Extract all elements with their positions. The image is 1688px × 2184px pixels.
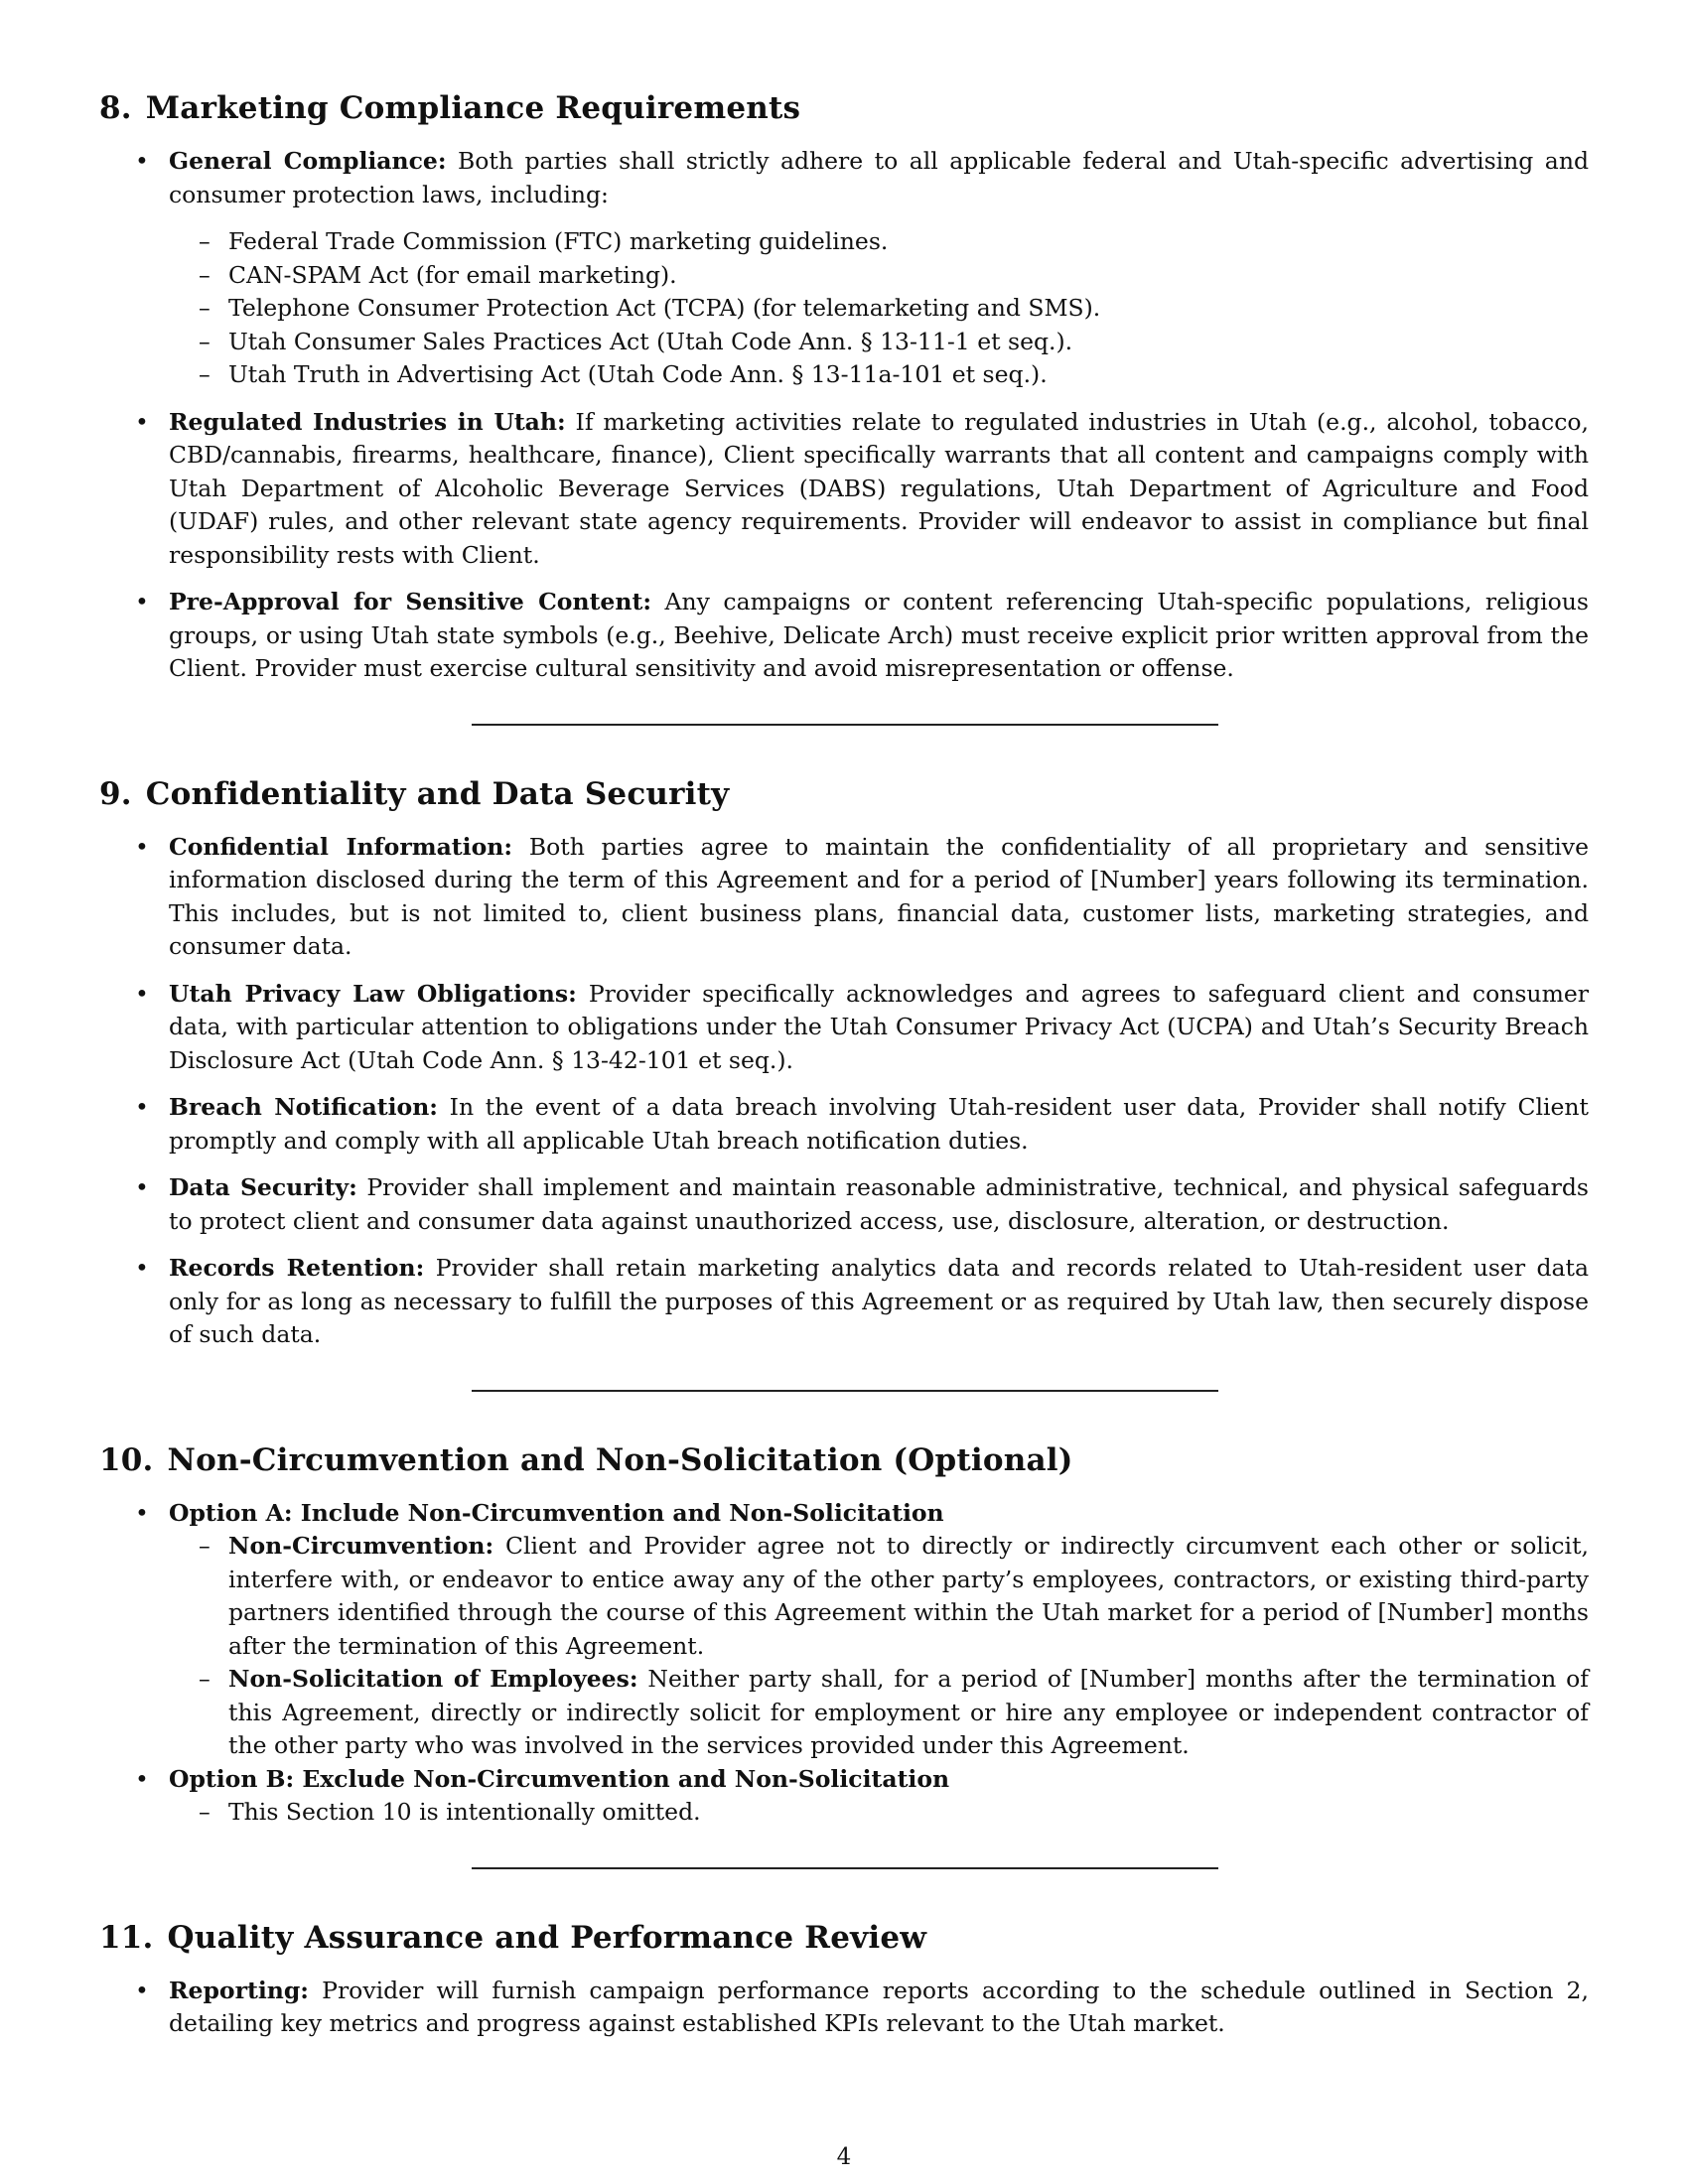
option-label: Option A: Include Non-Circumvention and Non-Solicitation bbox=[169, 1498, 944, 1527]
bullet-text: Provider shall retain marketing analytics data and records related to Utah-resident user data only for as long as necessary to fulfill the purposes of this Agreement or as required by Utah law, then securely dispose of such data. bbox=[169, 1254, 1589, 1348]
bullet-label: Reporting: bbox=[169, 1976, 309, 2004]
section-10-heading: 10. Non-Circumvention and Non-Solicitation (Optional) bbox=[99, 1441, 1073, 1478]
page-number: 4 bbox=[836, 2144, 852, 2170]
bullet-records-retention bbox=[99, 1252, 1589, 1352]
section-11 bbox=[99, 1919, 1589, 2041]
bullet-breach-notification bbox=[99, 1091, 1589, 1158]
bullet-general-compliance bbox=[99, 145, 1589, 392]
bullet-option-b bbox=[99, 1763, 1589, 1830]
law-item: – Utah Truth in Advertising Act (Utah Code Ann. § 13-11a-101 et seq.). bbox=[169, 358, 1589, 392]
law-item: – Utah Consumer Sales Practices Act (Utah Code Ann. § 13-11-1 et seq.). bbox=[169, 326, 1589, 359]
law-item: – CAN-SPAM Act (for email marketing). bbox=[169, 259, 1589, 293]
sub-item-text: Neither party shall, for a period of [Number] months after the termination of this Agreement, directly or indirectly solicit for employment or hire any employee or independent contractor of the other party who was involved in the services provided under this Agreement. bbox=[228, 1665, 1589, 1759]
sub-item-non-solicitation bbox=[169, 1663, 1589, 1763]
bullet-text: Provider shall implement and maintain reasonable administrative, technical, and physical safeguards to protect client and consumer data against unauthorized access, use, disclosure, alteration, or destruction. bbox=[169, 1173, 1589, 1235]
sub-item-omitted: – This Section 10 is intentionally omitted. bbox=[169, 1796, 1589, 1830]
bullet-option-a bbox=[99, 1497, 1589, 1763]
sub-item-non-circumvention bbox=[169, 1530, 1589, 1663]
bullet-text: Both parties shall strictly adhere to all applicable federal and Utah-specific advertising and consumer protection laws, including: bbox=[169, 147, 1589, 208]
bullet-label: Pre-Approval for Sensitive Content: bbox=[169, 588, 651, 615]
bullet-label: Utah Privacy Law Obligations: bbox=[169, 979, 577, 1008]
bullet-text: In the event of a data breach involving Utah-resident user data, Provider shall notify Client promptly and comply with all applicable Utah breach notification duties. bbox=[169, 1093, 1589, 1155]
bullet-text: Both parties agree to maintain the confidentiality of all proprietary and sensitive information disclosed during the term of this Agreement and for a period of [Number] years following its termination. This includes, but is not limited to, client business plans, financial data, customer lists, marketing strategies, and consumer data. bbox=[169, 832, 1589, 960]
bullet-pre-approval bbox=[99, 586, 1589, 686]
bullet-data-security bbox=[99, 1171, 1589, 1238]
horizontal-rule bbox=[472, 1867, 1218, 1869]
bullet-text: Provider specifically acknowledges and agrees to safeguard client and consumer data, with particular attention to obligations under the Utah Consumer Privacy Act (UCPA) and Utah’s Security Breach Disclosure Act (Utah Code Ann. § 13-42-101 et seq.). bbox=[169, 979, 1589, 1074]
horizontal-rule bbox=[472, 1390, 1218, 1392]
bullet-regulated-industries bbox=[99, 406, 1589, 573]
section-8-heading: 8. Marketing Compliance Requirements bbox=[99, 90, 801, 126]
bullet-label: Regulated Industries in Utah: bbox=[169, 407, 566, 436]
sub-item-label: Non-Circumvention: bbox=[228, 1532, 494, 1560]
bullet-utah-privacy bbox=[99, 978, 1589, 1078]
bullet-label: Confidential Information: bbox=[169, 832, 513, 861]
section-9-heading: 9. Confidentiality and Data Security bbox=[99, 775, 730, 812]
bullet-text: Provider will furnish campaign performance reports according to the schedule outlined in Section 2, detailing key metrics and progress against established KPIs relevant to the Utah market. bbox=[169, 1976, 1589, 2037]
bullet-label: Breach Notification: bbox=[169, 1093, 438, 1121]
bullet-reporting bbox=[99, 1975, 1589, 2041]
law-item: – Telephone Consumer Protection Act (TCPA) (for telemarketing and SMS). bbox=[169, 292, 1589, 326]
section-9 bbox=[99, 775, 1589, 1352]
bullet-label: General Compliance: bbox=[169, 147, 447, 175]
bullet-label: Records Retention: bbox=[169, 1254, 425, 1282]
sub-item-text: Client and Provider agree not to directly or indirectly circumvent each other or solicit, interfere with, or endeavor to entice away any of the other party’s employees, contractors, or existing third-party partners identified through the course of this Agreement within the Utah market for a period of [Number] months after the termination of this Agreement. bbox=[228, 1532, 1589, 1660]
bullet-text: Any campaigns or content referencing Utah-specific populations, religious groups, or using Utah state symbols (e.g., Beehive, Delicate Arch) must receive explicit prior written approval from the Client. Provider must exercise cultural sensitivity and avoid misrepresentation or offense. bbox=[169, 588, 1589, 682]
bullet-label: Data Security: bbox=[169, 1173, 357, 1201]
horizontal-rule bbox=[472, 724, 1218, 726]
option-label: Option B: Exclude Non-Circumvention and Non-Solicitation bbox=[169, 1764, 950, 1793]
bullet-confidential-information bbox=[99, 831, 1589, 964]
section-11-heading: 11. Quality Assurance and Performance Review bbox=[99, 1919, 927, 1956]
sub-item-label: Non-Solicitation of Employees: bbox=[228, 1665, 638, 1693]
bullet-text: If marketing activities relate to regulated industries in Utah (e.g., alcohol, tobacco, CBD/cannabis, firearms, healthcare, finance), Client specifically warrants that all content and campaigns comply with Utah Department of Alcoholic Beverage Services (DABS) regulations, Utah Department of Agriculture and Food (UDAF) rules, and other relevant state agency requirements. Provider will endeavor to assist in compliance but final responsibility rests with Client. bbox=[169, 407, 1589, 569]
document-page bbox=[99, 89, 1589, 2055]
section-8 bbox=[99, 89, 1589, 686]
section-10 bbox=[99, 1441, 1589, 1830]
law-item: – Federal Trade Commission (FTC) marketing guidelines. bbox=[169, 225, 1589, 259]
